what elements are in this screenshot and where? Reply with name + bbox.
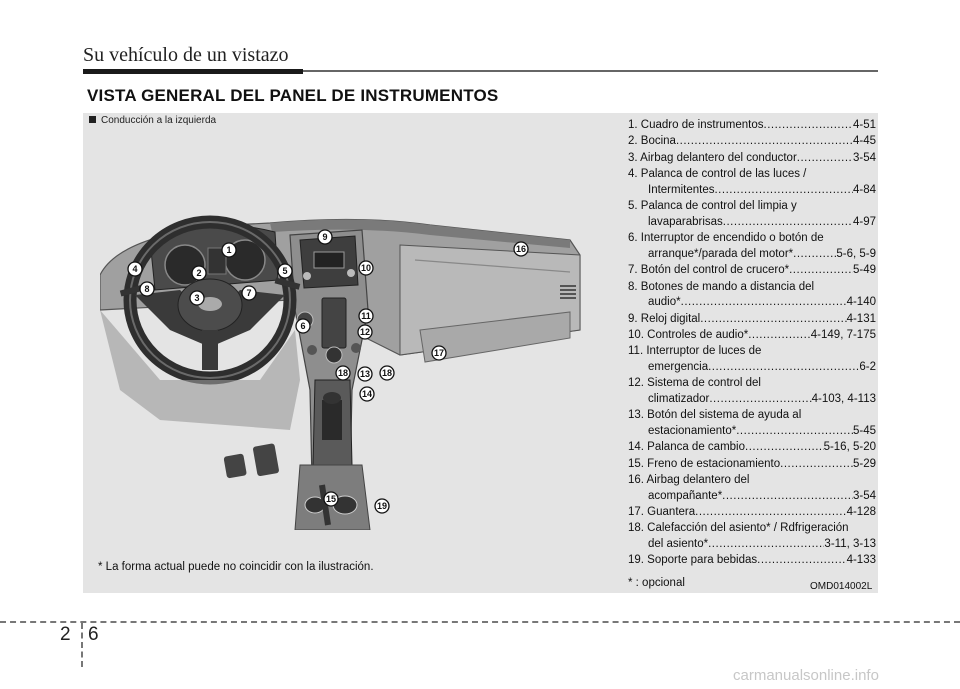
header-rule-thick	[83, 69, 303, 74]
list-item-label: arranque*/parada del motor*	[648, 247, 794, 260]
callout-2	[192, 266, 206, 280]
list-item-page-ref: 4-131	[846, 312, 876, 325]
dot-leader	[676, 134, 853, 150]
list-item-page-ref: 4-128	[846, 506, 876, 518]
page-section-number: 2	[60, 624, 71, 645]
callout-17	[432, 346, 446, 360]
list-item	[628, 505, 876, 521]
svg-text:11: 11	[361, 311, 371, 321]
list-item	[628, 280, 876, 311]
dot-leader	[764, 118, 853, 134]
list-item-label: del asiento*	[648, 537, 709, 550]
svg-text:19: 19	[376, 501, 388, 511]
list-item-page-ref: 3-54	[852, 489, 876, 502]
list-item	[628, 473, 876, 504]
svg-text:9: 9	[322, 232, 328, 242]
list-item-label: 12. Sistema de control del	[628, 377, 761, 390]
list-item-line	[628, 134, 876, 150]
callout-10	[359, 261, 373, 275]
callout-16	[514, 242, 528, 256]
list-item-line	[628, 537, 876, 553]
svg-text:16: 16	[515, 244, 527, 254]
list-item-line	[628, 183, 876, 199]
list-item-line	[628, 167, 876, 183]
svg-text:6: 6	[300, 321, 306, 331]
svg-text:5: 5	[282, 266, 288, 276]
list-item-line	[628, 489, 876, 505]
list-item-label: 6. Interruptor de encendido o botón de	[628, 232, 824, 245]
list-item	[628, 231, 876, 262]
list-item-label: 18. Calefacción del asiento* / Rdfrigeración	[628, 522, 849, 535]
dot-leader	[793, 247, 836, 263]
list-item-page-ref: 5-49	[852, 264, 876, 277]
list-item-line	[628, 457, 876, 473]
list-item-page-ref: 3-54	[852, 151, 876, 164]
svg-text:13: 13	[359, 369, 371, 379]
list-item-label: 5. Palanca de control del limpia y	[628, 200, 797, 213]
list-item-page-ref: 4-103, 4-113	[811, 392, 876, 405]
svg-text:15: 15	[325, 494, 337, 504]
svg-text:2: 2	[196, 268, 202, 278]
list-item	[628, 328, 876, 344]
list-item-label: 4. Palanca de control de las luces /	[628, 168, 807, 181]
callout-18-right	[380, 366, 394, 380]
list-item	[628, 440, 876, 456]
list-item-line	[628, 344, 876, 360]
dashboard-illustration	[100, 180, 600, 530]
list-item-label: audio*	[648, 296, 681, 309]
list-item-line	[628, 505, 876, 521]
list-item	[628, 134, 876, 150]
list-item	[628, 167, 876, 198]
dot-leader	[708, 360, 859, 376]
list-item-label: estacionamiento*	[648, 424, 737, 437]
list-item-line	[628, 360, 876, 376]
list-item-line	[628, 151, 876, 167]
callout-9	[318, 230, 332, 244]
list-item-line	[628, 553, 876, 569]
dot-leader	[797, 151, 853, 167]
list-item-line	[628, 263, 876, 279]
dot-leader	[757, 553, 846, 569]
list-item-page-ref: 4-140	[846, 296, 876, 309]
list-item-page-ref: 5-29	[852, 457, 876, 470]
list-item-page-ref: 4-45	[852, 135, 876, 148]
dot-leader	[695, 505, 846, 521]
square-bullet-icon	[89, 116, 96, 123]
svg-text:18: 18	[381, 368, 393, 378]
list-item-page-ref: 4-97	[852, 215, 876, 228]
list-item-line	[628, 408, 876, 424]
list-item-label: 9. Reloj digital	[628, 312, 701, 325]
list-item-label: 11. Interruptor de luces de	[628, 345, 762, 358]
drive-side-text: Conducción a la izquierda	[101, 115, 217, 126]
callout-3	[190, 291, 204, 305]
footer-divider	[81, 623, 83, 667]
list-item-label: 16. Airbag delantero del	[628, 474, 750, 487]
svg-text:12: 12	[359, 327, 371, 337]
list-item-line	[628, 118, 876, 134]
list-item-label: acompañante*	[648, 489, 723, 502]
dot-leader	[681, 295, 847, 311]
callout-19	[375, 499, 389, 513]
page-number: 6	[88, 624, 99, 645]
list-item-label: 2. Bocina	[628, 135, 676, 148]
callout-8	[140, 282, 154, 296]
list-item-line	[628, 199, 876, 215]
illustration-disclaimer: * La forma actual puede no coincidir con la ilustración.	[98, 561, 374, 573]
list-item-label: 14. Palanca de cambio	[628, 441, 745, 454]
svg-text:4: 4	[132, 264, 138, 274]
list-item-label: 7. Botón del control de crucero*	[628, 264, 790, 277]
list-item-line	[628, 295, 876, 311]
page-title: VISTA GENERAL DEL PANEL DE INSTRUMENTOS	[87, 86, 499, 105]
callout-12	[358, 325, 372, 339]
list-item-line	[628, 473, 876, 489]
list-item-page-ref: 3-11, 3-13	[824, 537, 876, 550]
list-item-line	[628, 440, 876, 456]
drive-side-label	[89, 115, 216, 126]
list-item-label: emergencia	[648, 360, 709, 373]
callout-4	[128, 262, 142, 276]
dot-leader	[714, 183, 852, 199]
list-item-line	[628, 215, 876, 231]
list-item-line	[628, 328, 876, 344]
dot-leader	[789, 263, 853, 279]
list-item	[628, 376, 876, 407]
dot-leader	[745, 440, 824, 456]
header-rule	[303, 70, 878, 72]
list-item-label: Intermitentes	[648, 183, 715, 196]
section-header-title: Su vehículo de un vistazo	[83, 44, 289, 66]
list-item-label: 13. Botón del sistema de ayuda al	[628, 409, 802, 422]
svg-text:1: 1	[226, 245, 232, 255]
list-item	[628, 553, 876, 569]
callout-5	[278, 264, 292, 278]
svg-text:17: 17	[433, 348, 445, 358]
callout-15	[324, 492, 338, 506]
list-item-line	[628, 521, 876, 537]
dot-leader	[736, 424, 853, 440]
callout-1	[222, 243, 236, 257]
list-item-label: 3. Airbag delantero del conductor	[628, 151, 797, 164]
list-item-label: 19. Soporte para bebidas	[628, 554, 758, 567]
footer-rule	[0, 621, 960, 623]
list-item	[628, 151, 876, 167]
callout-18-left	[336, 366, 350, 380]
list-item	[628, 263, 876, 279]
list-item-page-ref: 4-149, 7-175	[810, 328, 876, 341]
list-item-page-ref: 4-133	[846, 554, 876, 567]
optional-note: * : opcional	[628, 577, 685, 589]
list-item-line	[628, 376, 876, 392]
svg-text:10: 10	[360, 263, 372, 273]
list-item	[628, 344, 876, 375]
list-item-line	[628, 247, 876, 263]
list-item-label: 17. Guantera	[628, 506, 696, 518]
list-item	[628, 312, 876, 328]
dot-leader	[700, 312, 846, 328]
svg-text:18: 18	[337, 368, 349, 378]
list-item-line	[628, 392, 876, 408]
callout-7	[242, 286, 256, 300]
callout-14	[360, 387, 374, 401]
list-item	[628, 408, 876, 439]
dot-leader	[722, 489, 853, 505]
list-item-line	[628, 280, 876, 296]
list-item-line	[628, 424, 876, 440]
svg-text:7: 7	[246, 288, 252, 298]
dot-leader	[709, 392, 811, 408]
list-item-label: climatizador	[648, 392, 710, 405]
list-item	[628, 457, 876, 473]
image-code: OMD014002L	[810, 581, 873, 592]
list-item-line	[628, 231, 876, 247]
list-item-page-ref: 4-84	[852, 183, 876, 196]
list-item	[628, 199, 876, 230]
dot-leader	[723, 215, 853, 231]
list-item	[628, 118, 876, 134]
list-item-page-ref: 6-2	[859, 360, 876, 373]
svg-text:8: 8	[144, 284, 150, 294]
svg-text:3: 3	[194, 293, 200, 303]
component-list	[628, 118, 876, 570]
callout-13	[358, 367, 372, 381]
list-item-label: 10. Controles de audio*	[628, 328, 749, 341]
list-item-page-ref: 5-6, 5-9	[836, 247, 876, 260]
list-item-label: 1. Cuadro de instrumentos	[628, 119, 764, 131]
callout-11	[359, 309, 373, 323]
list-item	[628, 521, 876, 552]
list-item-page-ref: 5-16, 5-20	[823, 441, 876, 454]
list-item-line	[628, 312, 876, 328]
svg-text:14: 14	[361, 389, 373, 399]
list-item-label: lavaparabrisas	[648, 215, 723, 228]
dot-leader	[780, 457, 853, 473]
list-item-label: 15. Freno de estacionamiento	[628, 457, 781, 470]
list-item-page-ref: 5-45	[852, 424, 876, 437]
dot-leader	[708, 537, 824, 553]
dot-leader	[748, 328, 811, 344]
watermark: carmanualsonline.info	[733, 667, 879, 684]
list-item-label: 8. Botones de mando a distancia del	[628, 280, 815, 293]
callout-6	[296, 319, 310, 333]
list-item-page-ref: 4-51	[852, 119, 876, 131]
